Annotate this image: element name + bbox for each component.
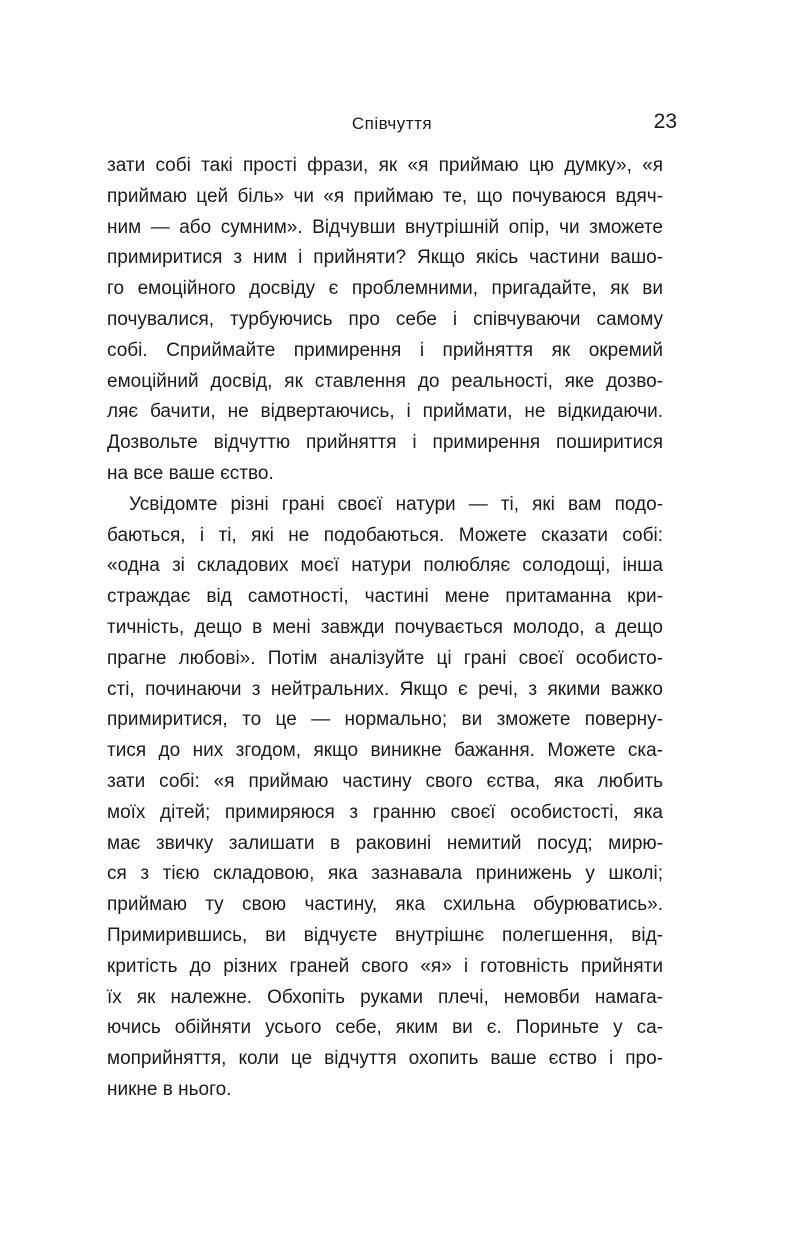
running-title: Співчуття	[351, 114, 433, 133]
text-line: «одна зі складових моєї натури полюбляє солодощі, інша	[107, 555, 663, 577]
text-line: ючись обійняти усього себе, яким ви є. Пориньте у са-	[107, 1017, 663, 1039]
text-line: Усвідомте різні грані своєї натури — ті, які вам подо-	[129, 493, 663, 515]
text-line: примиритися з ним і прийняти? Якщо якісь частини вашо-	[107, 247, 663, 269]
text-line: моприйняття, коли це відчуття охопить ваше єство і про-	[107, 1048, 663, 1070]
text-line: приймаю цей біль» чи «я приймаю те, що почуваюся вдяч-	[107, 185, 663, 207]
text-line: приймаю ту свою частину, яка схильна обурюватись».	[107, 894, 663, 916]
text-line: сті, починаючи з нейтральних. Якщо є речі, з якими важко	[107, 678, 663, 700]
text-line: никне в нього.	[107, 1078, 232, 1100]
text-line: емоційний досвід, як ставлення до реальності, яке дозво-	[107, 370, 663, 392]
text-line: зати собі: «я приймаю частину свого єства, яка любить	[107, 770, 663, 792]
text-line: Дозвольте відчуттю прийняття і примирення поширитися	[107, 432, 663, 454]
text-line: на все ваше єство.	[107, 462, 274, 484]
text-line: собі. Сприймайте примирення і прийняття як окремий	[107, 339, 663, 361]
text-line: тися до них згодом, якщо виникне бажання. Можете ска-	[107, 740, 663, 762]
text-line: має звичку залишати в раковині немитий посуд; мирю-	[107, 832, 663, 854]
text-line: ляє бачити, не відвертаючись, і приймати, не відкидаючи.	[107, 401, 663, 423]
paragraph-2	[107, 490, 663, 1106]
text-line: баються, і ті, які не подобаються. Можете сказати собі:	[107, 524, 663, 546]
text-line: го емоційного досвіду є проблемними, пригадайте, як ви	[107, 278, 663, 300]
text-line: прагне любові». Потім аналізуйте ці грані своєї особисто-	[107, 647, 663, 669]
page-header	[107, 112, 677, 138]
text-line: ся з тією складовою, яка зазнавала принижень у школі;	[107, 863, 663, 885]
text-line: Примирившись, ви відчуєте внутрішнє полегшення, від-	[107, 924, 663, 946]
body-text	[107, 151, 663, 1106]
text-line: примиритися, то це — нормально; ви зможете поверну-	[107, 709, 663, 731]
text-line: почувалися, турбуючись про себе і співчуваючи самому	[107, 308, 663, 330]
page-number: 23	[653, 110, 677, 133]
text-line: зати собі такі прості фрази, як «я приймаю цю думку», «я	[107, 155, 663, 176]
text-line: їх як належне. Обхопіть руками плечі, немовби намага-	[107, 986, 663, 1008]
text-line: моїх дітей; примиряюся з гранню своєї особистості, яка	[107, 801, 663, 823]
text-line: тичність, дещо в мені завжди почувається молодо, а дещо	[107, 616, 663, 638]
paragraph-1	[107, 151, 663, 490]
text-line: ним — або сумним». Відчувши внутрішній опір, чи зможете	[107, 216, 663, 238]
text-line: страждає від самотності, частині мене притаманна кри-	[107, 586, 663, 608]
text-line: критість до різних граней свого «я» і готовність прийняти	[107, 955, 663, 977]
